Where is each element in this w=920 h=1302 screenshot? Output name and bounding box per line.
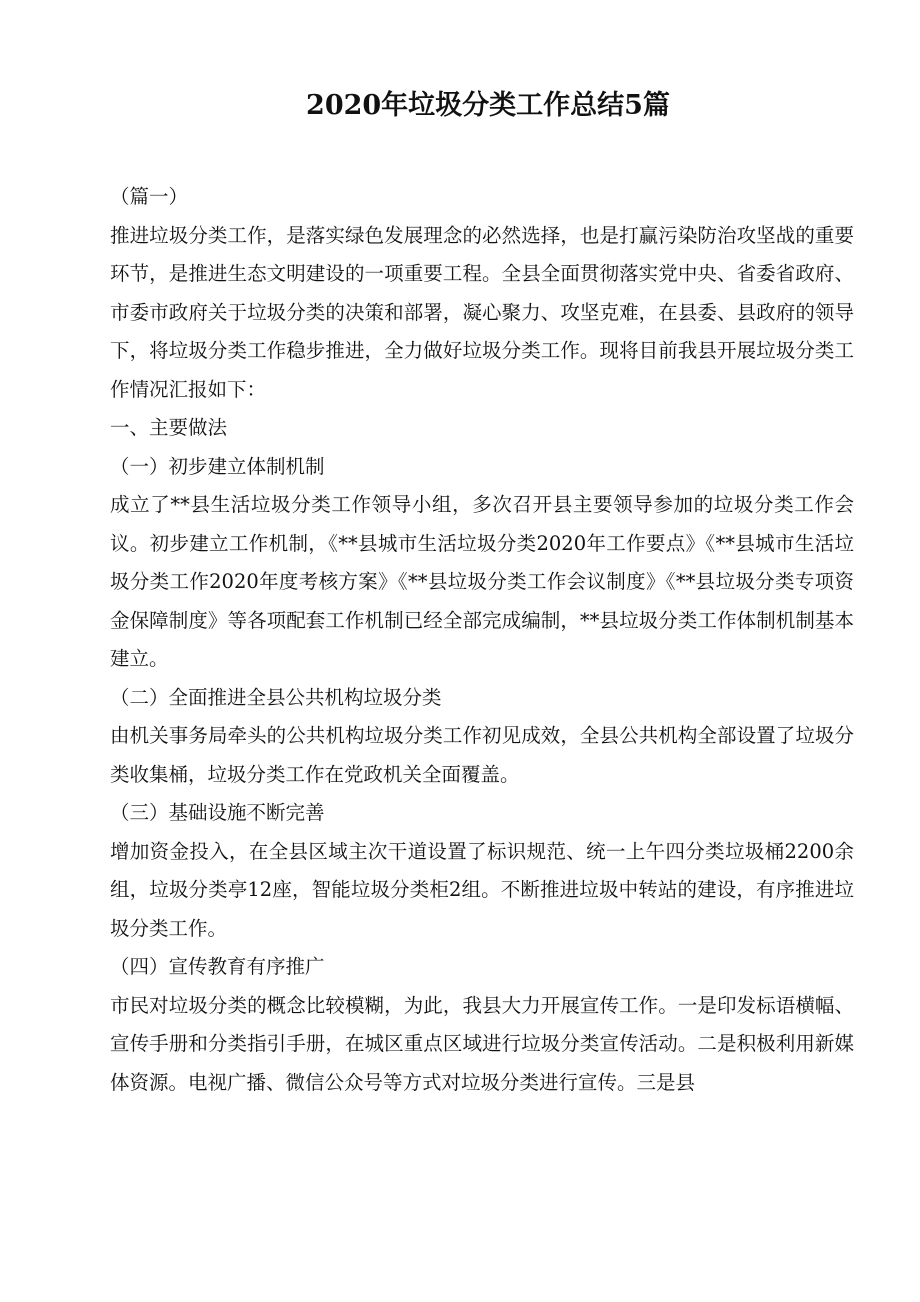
subsection-heading: （一）初步建立体制机制 (110, 454, 325, 478)
paragraph: 成立了**县生活垃圾分类工作领导小组，多次召开县主要领导参加的垃圾分类工作会议。初步建立工作机制，《**县城市生活垃圾分类2020年工作要点》《**县城市生活垃圾分类工作2020年度考核方案》《**县垃圾分类工作会议制度》《**县垃圾分类专项资金保障制度》等各项配套工作机制已经全部完成编制，**县垃圾分类工作体制机制基本建立。 (110, 493, 854, 670)
subsection-heading: （四）宣传教育有序推广 (110, 955, 325, 978)
subsection-heading: （二）全面推进全县公共机构垃圾分类 (110, 685, 442, 709)
paragraph: 推进垃圾分类工作，是落实绿色发展理念的必然选择，也是打赢污染防治攻坚战的重要环节，是推进生态文明建设的一项重要工程。全县全面贯彻落实党中央、省委省政府、市委市政府关于垃圾分类的决策和部署，凝心聚力、攻坚克难，在县委、县政府的领导下，将垃圾分类工作稳步推进，全力做好垃圾分类工作。现将目前我县开展垃圾分类工作情况汇报如下： (110, 223, 854, 401)
paragraph: 由机关事务局牵头的公共机构垃圾分类工作初见成效，全县公共机构全部设置了垃圾分类收集桶，垃圾分类工作在党政机关全面覆盖。 (110, 724, 854, 786)
subsection-heading: （三）基础设施不断完善 (110, 801, 325, 824)
paragraph: 增加资金投入，在全县区域主次干道设置了标识规范、统一上午四分类垃圾桶2200余组，垃圾分类亭12座，智能垃圾分类柜2组。不断推进垃圾中转站的建设，有序推进垃圾分类工作。 (110, 839, 854, 940)
section-label: （篇一） (110, 185, 189, 208)
document-title: 2020年垃圾分类工作总结5篇 (306, 90, 670, 121)
document-body (110, 178, 854, 1102)
paragraph: 市民对垃圾分类的概念比较模糊，为此，我县大力开展宣传工作。一是印发标语横幅、宣传手册和分类指引手册，在城区重点区域进行垃圾分类宣传活动。二是积极利用新媒体资源。电视广播、微信公众号等方式对垃圾分类进行宣传。三是县 (110, 993, 854, 1094)
section-heading: 一、主要做法 (110, 416, 228, 439)
